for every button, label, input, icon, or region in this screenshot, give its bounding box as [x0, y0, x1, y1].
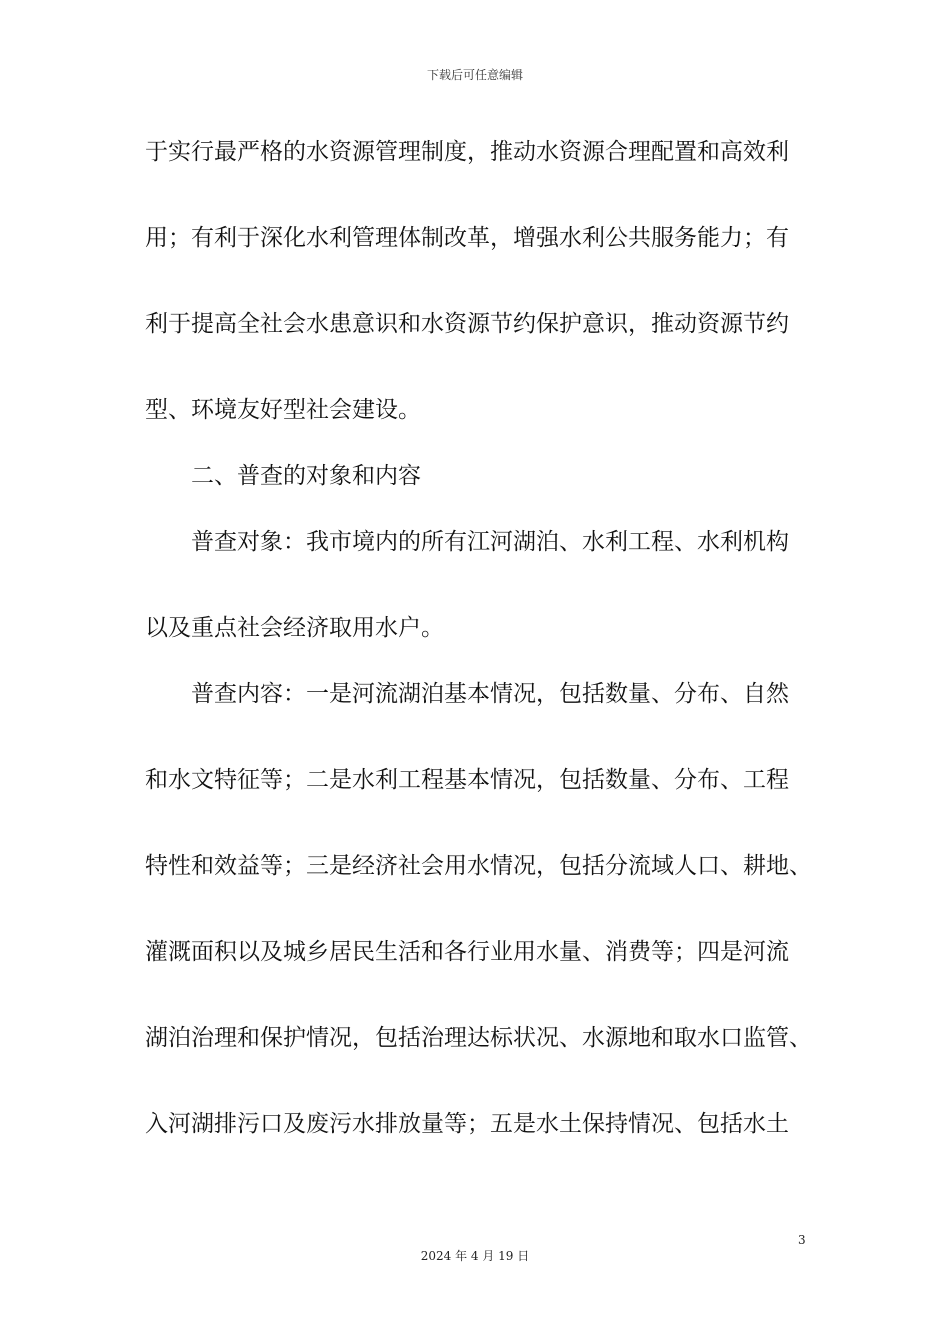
body-line-13: 入河湖排污口及废污水排放量等；五是水土保持情况、包括水土	[145, 1111, 789, 1137]
page-header: 下载后可任意编辑	[426, 68, 523, 82]
body-line-12: 湖泊治理和保护情况，包括治理达标状况、水源地和取水口监管、	[145, 1025, 812, 1051]
body-line-7: 以及重点社会经济取用水户。	[145, 615, 444, 641]
page-number: 3	[798, 1233, 806, 1247]
body-line-9: 和水文特征等；二是水利工程基本情况，包括数量、分布、工程	[145, 767, 789, 793]
body-line-2: 用；有利于深化水利管理体制改革，增强水利公共服务能力；有	[145, 225, 789, 251]
body-line-4: 型、环境友好型社会建设。	[145, 397, 421, 423]
body-line-10: 特性和效益等；三是经济社会用水情况，包括分流域人口、耕地、	[145, 853, 812, 879]
body-line-1: 于实行最严格的水资源管理制度，推动水资源合理配置和高效利	[145, 139, 789, 165]
body-line-6: 普查对象：我市境内的所有江河湖泊、水利工程、水利机构	[191, 529, 789, 555]
section-heading: 二、普查的对象和内容	[191, 463, 421, 489]
footer-date: 2024 年 4 月 19 日	[420, 1249, 530, 1263]
body-line-11: 灌溉面积以及城乡居民生活和各行业用水量、消费等；四是河流	[145, 939, 789, 965]
document-body	[145, 132, 810, 1190]
body-line-3: 利于提高全社会水患意识和水资源节约保护意识，推动资源节约	[145, 311, 789, 337]
body-line-8: 普查内容：一是河流湖泊基本情况，包括数量、分布、自然	[191, 681, 789, 707]
